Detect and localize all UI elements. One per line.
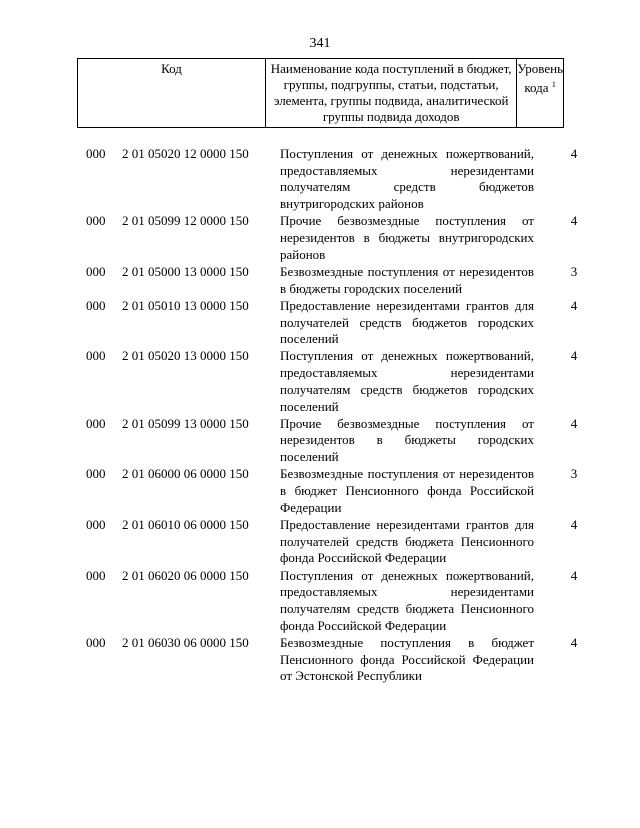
admin-code: 000 [86, 415, 106, 431]
revenue-name: Предоставление нерезидентами грантов для получателей средств бюджетов городских поселений [280, 297, 534, 347]
revenue-name: Поступления от денежных пожертвований, предоставляемых нерезидентами получателям средств бюджетов городских поселений [280, 348, 534, 414]
code-level: 4 [570, 415, 578, 431]
code-level: 4 [570, 297, 578, 313]
code-level: 4 [570, 516, 578, 532]
revenue-code: 2 01 06000 06 0000 150 [122, 466, 249, 482]
table-row [0, 146, 640, 213]
revenue-code: 2 01 05099 12 0000 150 [122, 213, 249, 229]
header-code: Код [78, 59, 266, 127]
page-number: 341 [309, 36, 331, 51]
header-level [517, 59, 563, 127]
code-level: 3 [570, 263, 578, 279]
code-level: 3 [570, 466, 578, 482]
table-body [0, 146, 640, 686]
admin-code: 000 [86, 263, 106, 279]
admin-code: 000 [86, 146, 106, 161]
revenue-name: Безвозмездные поступления в бюджет Пенсионного фонда Российской Федерации от Эстонской Республики [280, 634, 534, 684]
header-level-label: Уровень кода [517, 61, 563, 95]
table-header [77, 58, 564, 128]
revenue-name: Безвозмездные поступления от нерезидентов в бюджет Пенсионного фонда Российской Федерации [280, 466, 534, 515]
code-level: 4 [570, 146, 578, 161]
revenue-code: 2 01 05020 13 0000 150 [122, 348, 249, 364]
table-row [0, 466, 640, 516]
revenue-code: 2 01 06020 06 0000 150 [122, 567, 249, 583]
code-level: 4 [570, 348, 578, 364]
revenue-code: 2 01 06010 06 0000 150 [122, 516, 249, 532]
revenue-name: Поступления от денежных пожертвований, предоставляемых нерезидентами получателям средств бюджета Пенсионного фонда Российской Федерации [280, 567, 534, 633]
code-level: 4 [570, 634, 578, 650]
revenue-name: Прочие безвозмездные поступления от нерезидентов в бюджеты городских поселений [280, 415, 534, 465]
revenue-code: 2 01 05000 13 0000 150 [122, 263, 249, 279]
code-level: 4 [570, 567, 578, 583]
revenue-name: Безвозмездные поступления от нерезидентов в бюджеты городских поселений [280, 263, 534, 296]
table-row [0, 213, 640, 263]
table-row [0, 517, 640, 567]
admin-code: 000 [86, 634, 106, 650]
table-row [0, 416, 640, 466]
admin-code: 000 [86, 567, 106, 583]
revenue-name: Прочие безвозмездные поступления от нерезидентов в бюджеты внутригородских районов [280, 213, 534, 262]
table-row [0, 348, 640, 415]
revenue-code: 2 01 06030 06 0000 150 [122, 634, 249, 650]
revenue-code: 2 01 05010 13 0000 150 [122, 297, 249, 313]
admin-code: 000 [86, 348, 106, 364]
admin-code: 000 [86, 516, 106, 532]
header-level-footnote: 1 [551, 80, 556, 89]
revenue-name: Предоставление нерезидентами грантов для получателей средств бюджета Пенсионного фонда Российской Федерации [280, 516, 534, 566]
admin-code: 000 [86, 213, 106, 229]
revenue-code: 2 01 05099 13 0000 150 [122, 415, 249, 431]
header-name: Наименование кода поступлений в бюджет, группы, подгруппы, статьи, подстатьи, элемента, группы подвида, аналитической группы подвида доходов [266, 59, 517, 127]
table-row [0, 568, 640, 635]
code-level: 4 [570, 213, 578, 229]
revenue-code: 2 01 05020 12 0000 150 [122, 146, 249, 161]
admin-code: 000 [86, 297, 106, 313]
admin-code: 000 [86, 466, 106, 482]
table-row [0, 635, 640, 685]
table-row [0, 298, 640, 348]
revenue-name: Поступления от денежных пожертвований, предоставляемых нерезидентами получателям средств бюджетов внутригородских районов [280, 146, 534, 212]
table-row [0, 264, 640, 297]
